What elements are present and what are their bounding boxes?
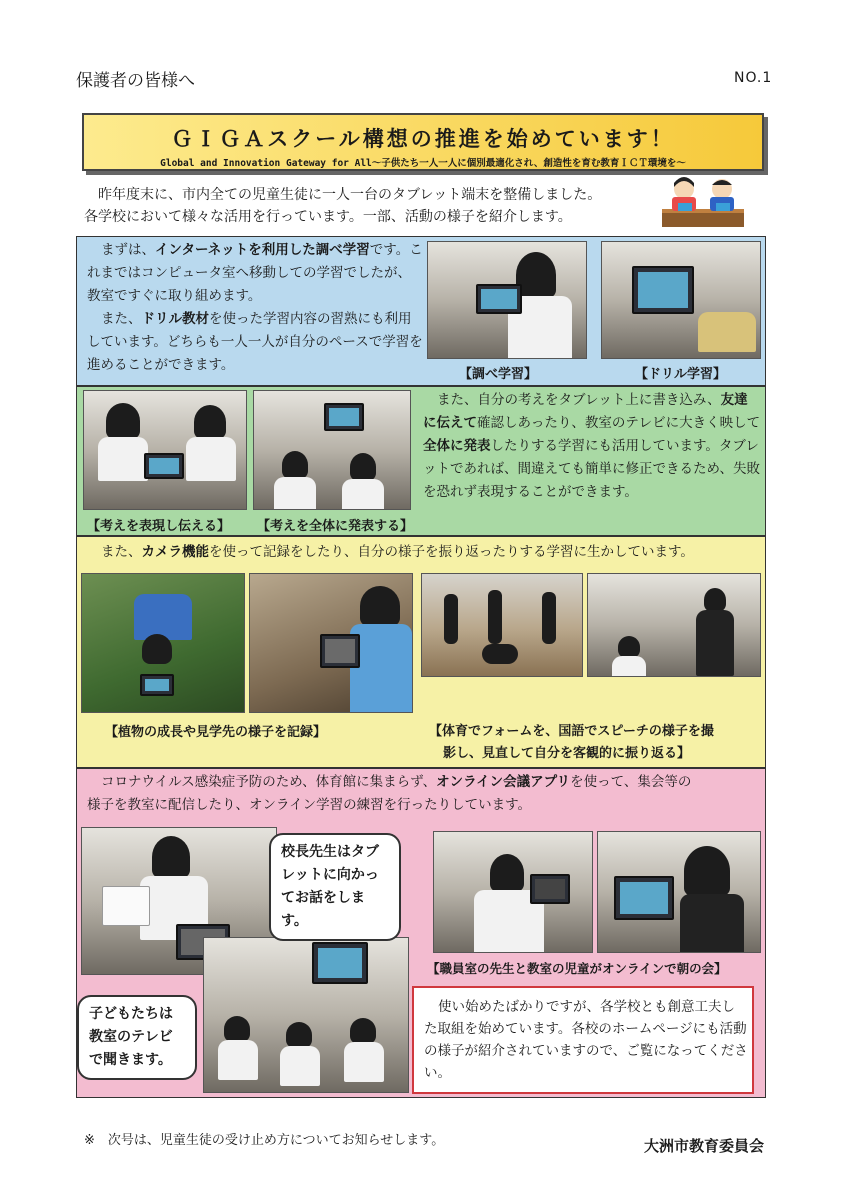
photo-classroom-tv (203, 937, 409, 1093)
photo-drill-learning (601, 241, 761, 359)
caption-record-observations: 【植物の成長や見学先の様子を記録】 (105, 725, 327, 740)
photo-staff-room-teacher (433, 831, 593, 953)
section2-text: また、自分の考えをタブレット上に書き込み、友達に伝えて確認しあったり、教室のテレビに大きく映して全体に発表したりする学習にも活用しています。タブレットであれば、間違えても簡単に修正できるため、失敗を恐れず表現することができます。 (423, 392, 761, 500)
intro-line: 各学校において様々な活用を行っています。一部、活動の様子を紹介します。 (84, 209, 572, 225)
page-subtitle: Global and Innovation Gateway for All～子供たち一人一人に個別最適化され、創造性を育む教育ＩＣＴ環境を～ (160, 158, 686, 169)
greeting: 保護者の皆様へ (76, 71, 195, 91)
section-camera (76, 536, 766, 768)
closing-message-box (412, 986, 754, 1094)
photo-plant-record (81, 573, 245, 713)
caption-drill-learning: 【ドリル学習】 (635, 367, 727, 382)
photo-research-learning (427, 241, 587, 359)
caption-express-ideas: 【考えを表現し伝える】 (87, 519, 231, 534)
section1-text: まずは、インターネットを利用した調べ学習です。これまではコンピュータ室へ移動しての学習でしたが、教室ですぐに取り組めます。 また、ドリル教材を使った学習内容の習熟にも利用しています。どちらも一人一人が自分のペースで学習を進めることができます。 (87, 242, 423, 373)
section-expression (76, 386, 766, 536)
caption-research-learning: 【調べ学習】 (459, 367, 538, 382)
page-title: ＧＩＧＡスクール構想の推進を始めています！ (171, 126, 675, 151)
photo-pe-form (421, 573, 583, 677)
section-research-learning (76, 236, 766, 386)
photo-speech (587, 573, 761, 677)
speech-bubble-students: 子どもたちは 教室のテレビ で聞きます。 (77, 995, 197, 1080)
speech-bubble-principal: 校長先生はタブ レットに向かっ てお話をします。 (269, 833, 401, 941)
title-banner (82, 113, 764, 171)
photo-present-ideas (253, 390, 411, 510)
closing-message: 使い始めたばかりですが、各学校とも創意工夫した取組を始めています。各校のホームページにも活動の様子が紹介されていますので、ご覧になってください。 (424, 999, 748, 1081)
photo-field-trip-record (249, 573, 413, 713)
section3-text: また、カメラ機能を使って記録をしたり、自分の様子を振り返ったりする学習に生かしています。 (101, 544, 694, 560)
section4-text: コロナウイルス感染症予防のため、体育館に集まらず、オンライン会議アプリを使って、集会等の 様子を教室に配信したり、オンライン学習の練習を行ったりしています。 (87, 774, 692, 813)
caption-self-review: 【体育でフォームを、国語でスピーチの様子を撮 影し、見直して自分を客観的に振り返る】 (429, 724, 714, 761)
photo-express-ideas (83, 390, 247, 510)
intro-text (84, 184, 644, 228)
caption-present-ideas: 【考えを全体に発表する】 (257, 519, 414, 534)
photo-classroom-student (597, 831, 761, 953)
students-illustration-icon (660, 175, 746, 231)
issue-number: NO.1 (734, 70, 773, 86)
organization-name: 大洲市教育委員会 (644, 1137, 765, 1155)
footnote: ※ 次号は、児童生徒の受け止め方についてお知らせします。 (84, 1133, 445, 1148)
caption-online-morning-meeting: 【職員室の先生と教室の児童がオンラインで朝の会】 (427, 961, 727, 976)
intro-line: 昨年度末に、市内全ての児童生徒に一人一台のタブレット端末を整備しました。 (98, 187, 602, 203)
